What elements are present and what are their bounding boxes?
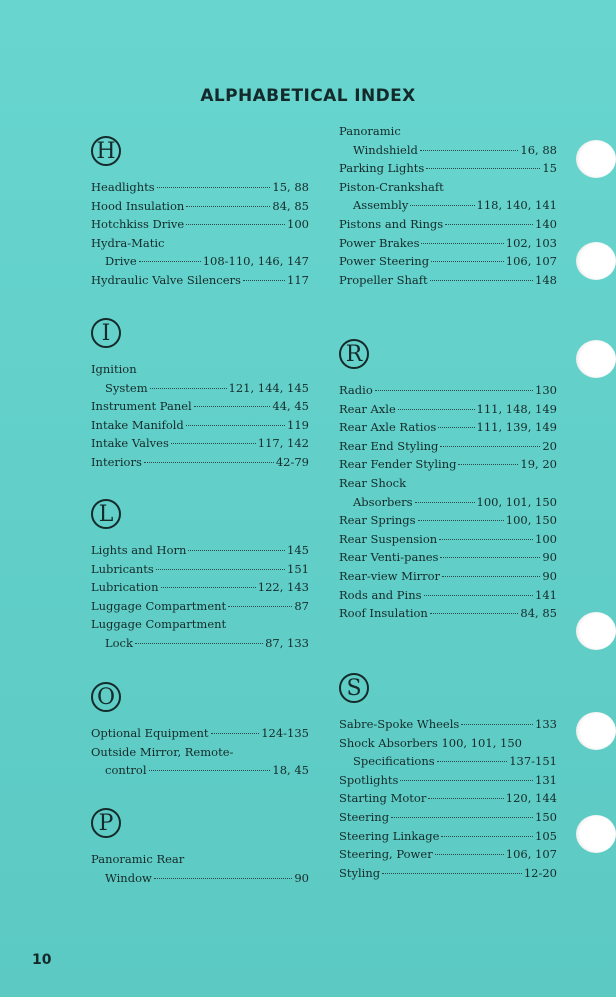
entry-pages: 117 (287, 272, 309, 287)
entry-term: Rear Suspension (339, 531, 438, 546)
leader-dots (410, 205, 474, 206)
entry-pages: 19, 20 (520, 457, 557, 472)
leader-dots (186, 206, 270, 207)
index-entry (339, 511, 557, 530)
index-entry (339, 400, 557, 419)
index-entry (339, 827, 557, 846)
index-entry (339, 493, 557, 512)
entry-term: Luggage Compartment (91, 598, 227, 613)
index-entry (91, 724, 309, 743)
index-entry (339, 271, 557, 290)
entry-term: Panoramic (339, 124, 401, 138)
index-entry (339, 530, 557, 549)
entry-pages: 111, 139, 149 (476, 420, 557, 435)
leader-dots (428, 798, 503, 799)
entry-term: Roof Insulation (339, 606, 428, 621)
section-h (91, 136, 309, 290)
index-entry (339, 159, 557, 178)
index-entry (91, 197, 309, 216)
index-entry (339, 381, 557, 400)
entry-pages: 105 (535, 828, 557, 843)
entry-term: Rear Springs (339, 513, 416, 528)
entry-term: Intake Valves (91, 436, 169, 451)
binder-hole (576, 242, 616, 280)
index-entry (339, 567, 557, 586)
entry-pages: 16, 88 (520, 142, 557, 157)
index-entry (339, 845, 557, 864)
leader-dots (418, 520, 504, 521)
index-entry (339, 234, 557, 253)
entry-term: Rear Axle Ratios (339, 420, 437, 435)
entry-pages: 87 (294, 598, 309, 613)
index-entry (339, 196, 557, 215)
index-entry (91, 178, 309, 197)
entry-term: Hotchkiss Drive (91, 217, 185, 232)
entry-pages: 102, 103 (505, 235, 557, 250)
index-entry (339, 455, 557, 474)
binder-hole (576, 340, 616, 378)
leader-dots (430, 280, 533, 281)
entry-pages: 145 (287, 543, 309, 557)
entry-term: Specifications (353, 754, 435, 769)
letter-p-icon: P (91, 808, 121, 838)
entry-term: Rear Axle (339, 401, 396, 416)
section-l (91, 499, 309, 653)
entry-term: Lubricants (91, 561, 154, 576)
leader-dots (382, 873, 522, 874)
entry-term: Spotlights (339, 772, 399, 787)
entry-pages: 150 (535, 809, 557, 824)
entry-term: Rods and Pins (339, 587, 422, 602)
index-entry (91, 215, 309, 234)
entry-term: Absorbers (353, 494, 413, 509)
leader-dots (149, 770, 271, 771)
section-p (91, 808, 309, 887)
entry-term: Lights and Horn (91, 543, 187, 557)
entry-term: Styling (339, 865, 381, 880)
entry-term: Interiors (91, 454, 142, 469)
index-entry (91, 234, 309, 253)
entry-term: Piston-Crankshaft (339, 179, 444, 194)
entry-term: Instrument Panel (91, 399, 192, 414)
leader-dots (211, 733, 260, 734)
entry-pages: 131 (535, 772, 557, 787)
letter-o-icon: O (91, 682, 121, 712)
index-entry (91, 761, 309, 780)
entry-term: Outside Mirror, Remote- (91, 744, 234, 759)
leader-dots (161, 587, 256, 588)
entry-term: Sabre-Spoke Wheels (339, 717, 460, 731)
entry-term: Headlights (91, 180, 155, 194)
index-entry (339, 474, 557, 493)
entry-pages: 141 (535, 587, 557, 602)
index-entry (91, 379, 309, 398)
index-entry (339, 789, 557, 808)
leader-dots (154, 878, 293, 879)
leader-dots (424, 595, 534, 596)
entry-term: Windshield (353, 142, 418, 157)
leader-dots (458, 464, 518, 465)
letter-i-icon: I (91, 318, 121, 348)
entry-pages: 100 (535, 531, 557, 546)
entry-term: Steering (339, 809, 390, 824)
letter-r-icon: R (339, 339, 369, 369)
entry-pages: 84, 85 (272, 198, 309, 213)
entry-pages: 151 (287, 561, 309, 576)
index-entry (91, 416, 309, 435)
leader-dots (139, 261, 201, 262)
entry-pages: 90 (542, 568, 557, 583)
index-entry (91, 541, 309, 560)
leader-dots (431, 261, 504, 262)
leader-dots (445, 224, 533, 225)
leader-dots (435, 854, 504, 855)
index-entry (339, 252, 557, 271)
entry-pages: 108-110, 146, 147 (202, 254, 309, 269)
entry-pages: 111, 148, 149 (476, 401, 557, 416)
entry-pages: 119 (287, 417, 309, 432)
page-number: 10 (32, 952, 52, 968)
entry-term: Window (105, 870, 152, 885)
entry-pages: 140 (535, 216, 557, 231)
entry-pages: 100, 101, 150 (476, 494, 557, 509)
entry-term: Assembly (353, 198, 409, 213)
leader-dots (437, 761, 508, 762)
leader-dots (188, 550, 285, 551)
letter-h-icon: H (91, 136, 121, 166)
entry-pages: 84, 85 (520, 606, 557, 621)
entry-term: Radio (339, 383, 373, 397)
entry-term: Hood Insulation (91, 198, 185, 213)
section-s (339, 673, 557, 882)
leader-dots (375, 390, 533, 391)
section-r (339, 339, 557, 623)
leader-dots (398, 409, 475, 410)
entry-pages: 122, 143 (257, 580, 309, 595)
entry-pages: 106, 107 (505, 847, 557, 862)
index-entry (339, 141, 557, 160)
leader-dots (157, 187, 271, 188)
binder-hole (576, 140, 616, 178)
leader-dots (421, 243, 503, 244)
leader-dots (461, 724, 533, 725)
leader-dots (420, 150, 519, 151)
entry-pages: 100, 150 (505, 513, 557, 528)
index-entry (339, 586, 557, 605)
index-entry (91, 453, 309, 472)
letter-s-icon: S (339, 673, 369, 703)
entry-term: Steering Linkage (339, 828, 440, 843)
page-title: ALPHABETICAL INDEX (200, 86, 416, 106)
entry-term: Power Steering (339, 254, 430, 269)
leader-dots (441, 836, 533, 837)
section-i (91, 318, 309, 472)
leader-dots (426, 168, 540, 169)
entry-term: Power Brakes (339, 235, 420, 250)
index-entry (339, 808, 557, 827)
leader-dots (442, 576, 540, 577)
index-entry (91, 271, 309, 290)
index-entry (339, 418, 557, 437)
index-entry (91, 397, 309, 416)
binder-hole (576, 612, 616, 650)
index-entry (91, 850, 309, 869)
entry-pages: 120, 144 (505, 791, 557, 806)
entry-term: Rear-view Mirror (339, 568, 441, 583)
entry-term: Optional Equipment (91, 726, 209, 740)
index-entry (339, 771, 557, 790)
entry-term: Parking Lights (339, 161, 425, 176)
entry-term: control (105, 763, 147, 778)
entry-term: Rear Shock (339, 475, 407, 490)
entry-term: Propeller Shaft (339, 272, 428, 287)
leader-dots (150, 388, 227, 389)
entry-pages: 100 (287, 217, 309, 232)
entry-pages: 118, 140, 141 (476, 198, 557, 213)
entry-pages: 148 (535, 272, 557, 287)
entry-pages: 42-79 (275, 454, 309, 469)
section-o (91, 682, 309, 780)
entry-pages: 130 (535, 383, 557, 397)
index-entry (91, 434, 309, 453)
leader-dots (171, 443, 256, 444)
leader-dots (135, 643, 263, 644)
entry-term: Intake Manifold (91, 417, 184, 432)
entry-term: Hydraulic Valve Silencers (91, 272, 241, 287)
letter-l-icon: L (91, 499, 121, 529)
entry-term: Ignition (91, 362, 137, 376)
entry-term: Luggage Compartment (91, 617, 227, 632)
entry-pages: 124-135 (261, 726, 309, 740)
index-entry (91, 578, 309, 597)
entry-term: Panoramic Rear (91, 852, 185, 866)
index-entry (339, 715, 557, 734)
leader-dots (186, 425, 285, 426)
index-entry (91, 597, 309, 616)
entry-term: Steering, Power (339, 847, 433, 862)
entry-term: Rear End Styling (339, 438, 439, 453)
leader-dots (438, 427, 474, 428)
leader-dots (440, 446, 540, 447)
index-entry (91, 360, 309, 379)
entry-pages: 20 (542, 438, 557, 453)
entry-pages: 121, 144, 145 (228, 380, 309, 395)
index-entry (91, 869, 309, 888)
entry-pages: 106, 107 (505, 254, 557, 269)
index-entry (339, 122, 557, 141)
index-entry (91, 615, 309, 634)
index-entry (339, 178, 557, 197)
index-entry (339, 734, 557, 753)
entry-pages: 137-151 (509, 754, 557, 769)
leader-dots (391, 817, 533, 818)
entry-pages: 18, 45 (272, 763, 309, 778)
entry-term: Drive (105, 254, 137, 269)
index-entry (339, 215, 557, 234)
leader-dots (228, 606, 292, 607)
entry-pages: 90 (542, 550, 557, 565)
index-entry (91, 252, 309, 271)
entry-term: Pistons and Rings (339, 216, 444, 231)
entry-term: Shock Absorbers 100, 101, 150 (339, 735, 522, 750)
index-entry (339, 437, 557, 456)
entry-term: Lubrication (91, 580, 159, 595)
entry-pages: 90 (294, 870, 309, 885)
entry-pages: 15, 88 (272, 180, 309, 194)
entry-term: Starting Motor (339, 791, 427, 806)
entry-pages: 15 (542, 161, 557, 176)
index-entry (339, 604, 557, 623)
leader-dots (415, 502, 475, 503)
index-entry (339, 548, 557, 567)
leader-dots (430, 613, 519, 614)
entry-term: Rear Fender Styling (339, 457, 457, 472)
index-entry (339, 864, 557, 883)
entry-term: Lock (105, 635, 133, 650)
binder-hole (576, 712, 616, 750)
entry-pages: 117, 142 (257, 436, 309, 451)
leader-dots (144, 462, 274, 463)
leader-dots (439, 539, 533, 540)
entry-term: Hydra-Matic (91, 235, 165, 250)
entry-pages: 87, 133 (265, 635, 309, 650)
entry-pages: 133 (535, 717, 557, 731)
index-entry (91, 560, 309, 579)
index-entry (91, 743, 309, 762)
leader-dots (440, 557, 540, 558)
binder-hole (576, 815, 616, 853)
leader-dots (186, 224, 285, 225)
leader-dots (243, 280, 285, 281)
entry-pages: 44, 45 (272, 399, 309, 414)
leader-dots (400, 780, 533, 781)
index-entry (339, 752, 557, 771)
section-p-continued (339, 122, 557, 289)
entry-term: System (105, 380, 148, 395)
leader-dots (156, 569, 285, 570)
leader-dots (194, 406, 271, 407)
index-entry (91, 634, 309, 653)
entry-pages: 12-20 (523, 865, 557, 880)
entry-term: Rear Venti-panes (339, 550, 439, 565)
